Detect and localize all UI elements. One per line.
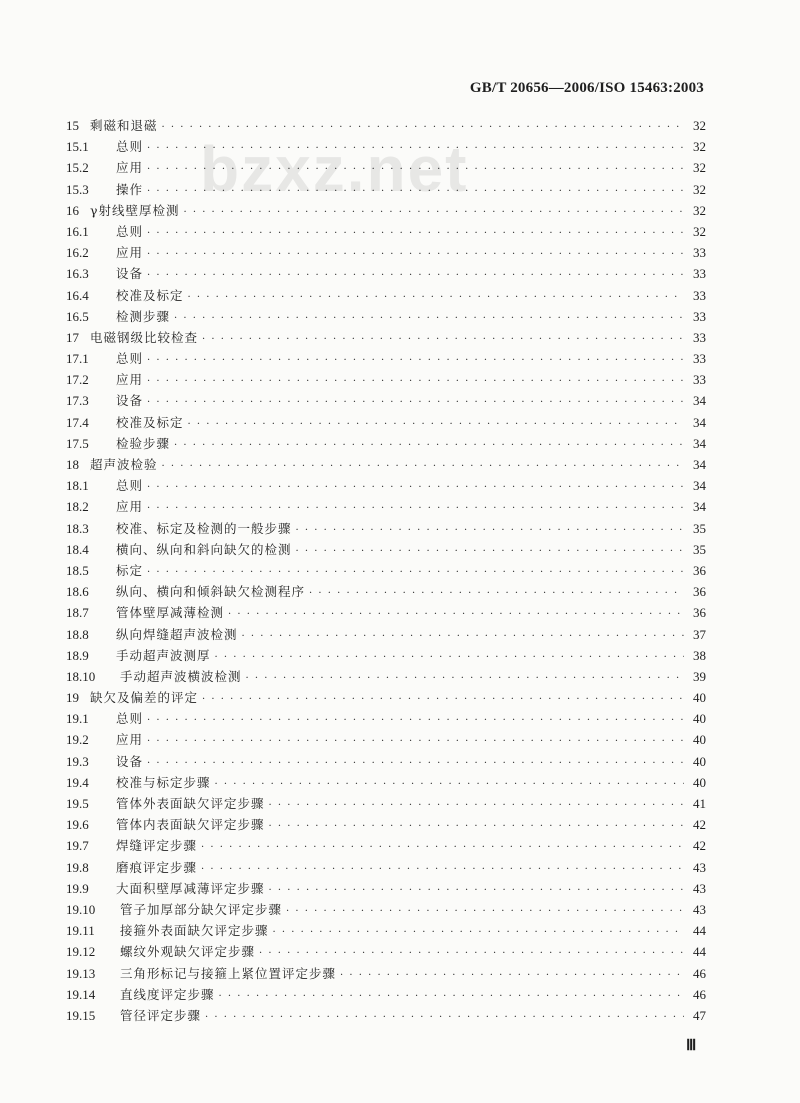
page-number: Ⅲ — [686, 1038, 697, 1054]
toc-entry-page: 38 — [693, 647, 706, 663]
toc-entry-page: 34 — [693, 457, 706, 472]
watermark: bzxz.net — [200, 133, 469, 205]
toc-entry-title: 校准与标定步骤 — [116, 774, 211, 790]
toc-entry-page: 46 — [693, 986, 706, 1002]
toc-entry[interactable] — [66, 180, 706, 201]
toc-entry[interactable] — [66, 561, 706, 582]
toc-entry-page: 33 — [693, 287, 706, 303]
toc-entry-title: 标定 — [116, 562, 144, 578]
toc-entry-number: 18.1 — [66, 478, 89, 494]
toc-entry[interactable] — [66, 116, 706, 137]
toc-entry-number: 17.4 — [66, 414, 89, 430]
toc-entry[interactable] — [66, 434, 706, 455]
toc-entry-number: 18.6 — [66, 584, 89, 600]
toc-entry[interactable] — [66, 201, 706, 222]
toc-entry-title: 应用 — [116, 160, 144, 176]
toc-leader-dots — [147, 503, 684, 514]
toc-entry-title: 总则 — [116, 351, 144, 367]
toc-leader-dots — [215, 779, 684, 790]
toc-entry[interactable] — [66, 646, 706, 667]
toc-entry-page: 40 — [693, 711, 706, 727]
toc-entry[interactable] — [66, 879, 706, 900]
toc-entry-number: 19.4 — [66, 774, 89, 790]
toc-leader-dots — [162, 461, 684, 472]
toc-entry[interactable] — [66, 794, 706, 815]
toc-entry-title: 纵向焊缝超声波检测 — [116, 626, 238, 642]
toc-entry[interactable] — [66, 307, 706, 328]
toc-leader-dots — [202, 334, 684, 345]
toc-entry[interactable] — [66, 688, 706, 709]
toc-leader-dots — [201, 842, 684, 853]
toc-entry-title: 手动超声波横波检测 — [120, 668, 242, 684]
toc-entry-page: 46 — [693, 965, 706, 981]
toc-leader-dots — [286, 906, 684, 917]
toc-entry-number: 19.8 — [66, 859, 89, 875]
toc-leader-dots — [188, 419, 684, 430]
toc-entry-number: 16.4 — [66, 287, 89, 303]
toc-entry-page: 35 — [693, 520, 706, 536]
toc-entry-page: 39 — [693, 668, 706, 684]
toc-entry-title: 焊缝评定步骤 — [116, 838, 198, 854]
toc-entry-number: 19 — [66, 690, 79, 706]
toc-entry[interactable] — [66, 603, 706, 624]
toc-entry-number: 19.5 — [66, 796, 89, 811]
toc-entry-page: 37 — [693, 626, 706, 642]
toc-entry-title: 磨痕评定步骤 — [116, 859, 198, 875]
toc-entry-number: 15 — [66, 118, 79, 133]
toc-entry-number: 18.3 — [66, 520, 89, 536]
toc-leader-dots — [205, 1012, 684, 1023]
toc-entry-title: 三角形标记与接箍上紧位置评定步骤 — [120, 965, 337, 981]
toc-entry-title: 检验步骤 — [116, 435, 171, 451]
toc-entry-number: 19.15 — [66, 1007, 96, 1023]
toc-entry-number: 19.6 — [66, 817, 89, 833]
toc-entry[interactable] — [66, 222, 706, 243]
toc-leader-dots — [183, 207, 684, 218]
toc-entry-title: 总则 — [116, 478, 144, 494]
toc-leader-dots — [296, 546, 684, 557]
toc-entry-number: 19.9 — [66, 880, 89, 896]
toc-entry[interactable] — [66, 137, 706, 158]
toc-entry-title: 总则 — [116, 223, 144, 239]
toc-entry-title: 设备 — [116, 266, 144, 282]
toc-entry-title: 接箍外表面缺欠评定步骤 — [120, 923, 269, 939]
toc-entry-title: 螺纹外观缺欠评定步骤 — [120, 944, 256, 960]
toc-entry-number: 18.10 — [66, 668, 96, 684]
toc-leader-dots — [188, 292, 684, 303]
toc-entry-title: 总则 — [116, 139, 144, 155]
table-of-contents — [66, 116, 706, 1027]
toc-entry[interactable] — [66, 625, 706, 646]
toc-entry-number: 17 — [66, 329, 79, 345]
toc-entry-page: 33 — [693, 266, 706, 282]
toc-entry-page: 32 — [693, 181, 706, 197]
toc-entry[interactable] — [66, 942, 706, 963]
toc-entry[interactable] — [66, 158, 706, 179]
toc-entry-page: 43 — [693, 901, 706, 917]
toc-entry-number: 17.1 — [66, 351, 89, 367]
toc-entry-title: 应用 — [116, 499, 144, 515]
toc-entry[interactable] — [66, 413, 706, 434]
toc-entry[interactable] — [66, 964, 706, 985]
toc-entry-title: 超声波检验 — [90, 457, 158, 472]
toc-entry-page: 34 — [693, 478, 706, 494]
toc-leader-dots — [219, 991, 684, 1002]
toc-leader-dots — [147, 736, 684, 747]
toc-entry-title: 直线度评定步骤 — [120, 986, 215, 1002]
toc-leader-dots — [147, 715, 684, 726]
toc-entry[interactable] — [66, 391, 706, 412]
toc-entry-page: 32 — [693, 223, 706, 239]
toc-entry-number: 18.5 — [66, 562, 89, 578]
toc-entry-number: 17.3 — [66, 393, 89, 409]
toc-entry-page: 43 — [693, 859, 706, 875]
toc-leader-dots — [147, 186, 684, 197]
toc-entry[interactable] — [66, 328, 706, 349]
toc-entry-number: 19.2 — [66, 732, 89, 748]
toc-entry-title: 设备 — [116, 393, 144, 409]
toc-entry-page: 44 — [693, 944, 706, 960]
toc-entry-page: 44 — [693, 923, 706, 939]
toc-entry[interactable] — [66, 709, 706, 730]
toc-entry-title: 纵向、横向和倾斜缺欠检测程序 — [116, 584, 306, 600]
toc-entry-title: 校准及标定 — [116, 287, 184, 303]
toc-entry-page: 34 — [693, 435, 706, 451]
toc-entry-number: 16.1 — [66, 223, 89, 239]
document-header: GB/T 20656—2006/ISO 15463:2003 — [469, 80, 704, 96]
toc-entry-title: 应用 — [116, 372, 144, 388]
toc-entry-page: 33 — [693, 329, 706, 345]
toc-leader-dots — [147, 482, 684, 493]
toc-entry-page: 40 — [693, 732, 706, 748]
toc-leader-dots — [174, 313, 684, 324]
toc-entry-number: 19.10 — [66, 901, 96, 917]
toc-leader-dots — [259, 948, 684, 959]
toc-entry-page: 34 — [693, 393, 706, 409]
toc-entry-page: 32 — [693, 202, 706, 218]
toc-leader-dots — [147, 355, 684, 366]
toc-leader-dots — [340, 970, 684, 981]
toc-leader-dots — [147, 228, 684, 239]
toc-entry-number: 18.2 — [66, 499, 89, 515]
toc-leader-dots — [269, 800, 684, 811]
toc-leader-dots — [147, 376, 684, 387]
toc-leader-dots — [147, 397, 684, 408]
toc-entry[interactable] — [66, 455, 706, 476]
toc-entry-page: 41 — [693, 796, 706, 811]
toc-entry-page: 36 — [693, 584, 706, 600]
toc-entry-title: 大面积壁厚减薄评定步骤 — [116, 880, 265, 896]
toc-entry-number: 19.13 — [66, 965, 96, 981]
toc-entry-number: 19.11 — [66, 923, 95, 939]
toc-entry-page: 40 — [693, 753, 706, 769]
toc-entry-title: 应用 — [116, 732, 144, 748]
toc-entry-title: 电磁钢级比较检查 — [90, 329, 199, 345]
toc-entry-title: 管径评定步骤 — [120, 1007, 202, 1023]
toc-entry-number: 19.3 — [66, 753, 89, 769]
toc-leader-dots — [215, 652, 684, 663]
toc-leader-dots — [269, 885, 684, 896]
toc-leader-dots — [162, 122, 684, 133]
toc-entry-page: 42 — [693, 838, 706, 854]
toc-entry-page: 40 — [693, 774, 706, 790]
toc-leader-dots — [202, 694, 684, 705]
toc-entry-page: 32 — [693, 160, 706, 176]
toc-leader-dots — [174, 440, 684, 451]
toc-leader-dots — [296, 525, 684, 536]
toc-entry-title: γ射线壁厚检测 — [90, 202, 180, 218]
toc-leader-dots — [201, 864, 684, 875]
toc-entry[interactable] — [66, 286, 706, 307]
toc-entry-title: 检测步骤 — [116, 308, 171, 324]
toc-entry-title: 横向、纵向和斜向缺欠的检测 — [116, 541, 292, 557]
toc-entry-number: 18.4 — [66, 541, 89, 557]
toc-entry-title: 管体外表面缺欠评定步骤 — [116, 796, 265, 811]
toc-entry[interactable] — [66, 370, 706, 391]
toc-entry-page: 33 — [693, 372, 706, 388]
toc-leader-dots — [147, 249, 684, 260]
toc-leader-dots — [147, 270, 684, 281]
toc-entry-title: 缺欠及偏差的评定 — [90, 690, 199, 706]
toc-entry[interactable] — [66, 243, 706, 264]
toc-entry-number: 17.5 — [66, 435, 89, 451]
toc-entry-page: 40 — [693, 690, 706, 706]
toc-leader-dots — [246, 673, 684, 684]
toc-leader-dots — [228, 609, 684, 620]
toc-entry-title: 校准及标定 — [116, 414, 184, 430]
toc-entry-number: 19.1 — [66, 711, 89, 727]
toc-entry-title: 应用 — [116, 245, 144, 261]
toc-entry-title: 剩磁和退磁 — [90, 118, 158, 133]
toc-entry[interactable] — [66, 836, 706, 857]
toc-entry[interactable] — [66, 264, 706, 285]
toc-entry-page: 32 — [693, 139, 706, 155]
toc-entry-page: 43 — [693, 880, 706, 896]
toc-entry-page: 33 — [693, 351, 706, 367]
toc-entry-number: 16.5 — [66, 308, 89, 324]
toc-entry-number: 16.2 — [66, 245, 89, 261]
toc-entry-number: 18 — [66, 457, 79, 472]
toc-entry-number: 16.3 — [66, 266, 89, 282]
toc-entry[interactable] — [66, 667, 706, 688]
toc-entry[interactable] — [66, 921, 706, 942]
toc-entry-number: 17.2 — [66, 372, 89, 388]
toc-entry-number: 18.9 — [66, 647, 89, 663]
toc-entry-title: 管体内表面缺欠评定步骤 — [116, 817, 265, 833]
toc-entry-title: 设备 — [116, 753, 144, 769]
toc-entry-page: 34 — [693, 499, 706, 515]
toc-entry[interactable] — [66, 1006, 706, 1027]
toc-entry-page: 42 — [693, 817, 706, 833]
toc-entry-number: 18.8 — [66, 626, 89, 642]
toc-entry-page: 35 — [693, 541, 706, 557]
toc-entry-number: 16 — [66, 202, 79, 218]
toc-entry-title: 操作 — [116, 181, 144, 197]
toc-entry-number: 19.14 — [66, 986, 96, 1002]
toc-entry[interactable] — [66, 540, 706, 561]
toc-entry[interactable] — [66, 730, 706, 751]
toc-entry-number: 15.3 — [66, 181, 89, 197]
toc-entry-title: 手动超声波测厚 — [116, 647, 211, 663]
toc-entry[interactable] — [66, 582, 706, 603]
toc-entry-page: 36 — [693, 562, 706, 578]
toc-entry-page: 33 — [693, 308, 706, 324]
toc-entry-page: 34 — [693, 414, 706, 430]
toc-entry[interactable] — [66, 476, 706, 497]
toc-entry[interactable] — [66, 773, 706, 794]
toc-entry-number: 19.7 — [66, 838, 89, 854]
toc-entry[interactable] — [66, 900, 706, 921]
toc-leader-dots — [147, 567, 684, 578]
toc-entry[interactable] — [66, 752, 706, 773]
toc-entry[interactable] — [66, 519, 706, 540]
toc-entry-page: 33 — [693, 245, 706, 261]
toc-leader-dots — [242, 631, 684, 642]
toc-entry-title: 管子加厚部分缺欠评定步骤 — [120, 901, 283, 917]
toc-entry[interactable] — [66, 815, 706, 836]
toc-entry-number: 15.2 — [66, 160, 89, 176]
toc-entry-title: 校准、标定及检测的一般步骤 — [116, 520, 292, 536]
toc-leader-dots — [269, 821, 684, 832]
toc-leader-dots — [147, 143, 684, 154]
toc-entry[interactable] — [66, 497, 706, 518]
toc-leader-dots — [147, 758, 684, 769]
toc-entry-page: 36 — [693, 605, 706, 621]
toc-entry[interactable] — [66, 858, 706, 879]
toc-entry-title: 管体壁厚减薄检测 — [116, 605, 225, 621]
toc-leader-dots — [309, 588, 684, 599]
toc-entry-number: 19.12 — [66, 944, 96, 960]
toc-entry-number: 18.7 — [66, 605, 89, 621]
toc-entry-page: 32 — [693, 118, 706, 133]
toc-entry[interactable] — [66, 985, 706, 1006]
toc-leader-dots — [147, 164, 684, 175]
toc-entry-page: 47 — [693, 1007, 706, 1023]
toc-entry-number: 15.1 — [66, 139, 89, 155]
toc-leader-dots — [273, 927, 684, 938]
toc-entry[interactable] — [66, 349, 706, 370]
toc-entry-title: 总则 — [116, 711, 144, 727]
